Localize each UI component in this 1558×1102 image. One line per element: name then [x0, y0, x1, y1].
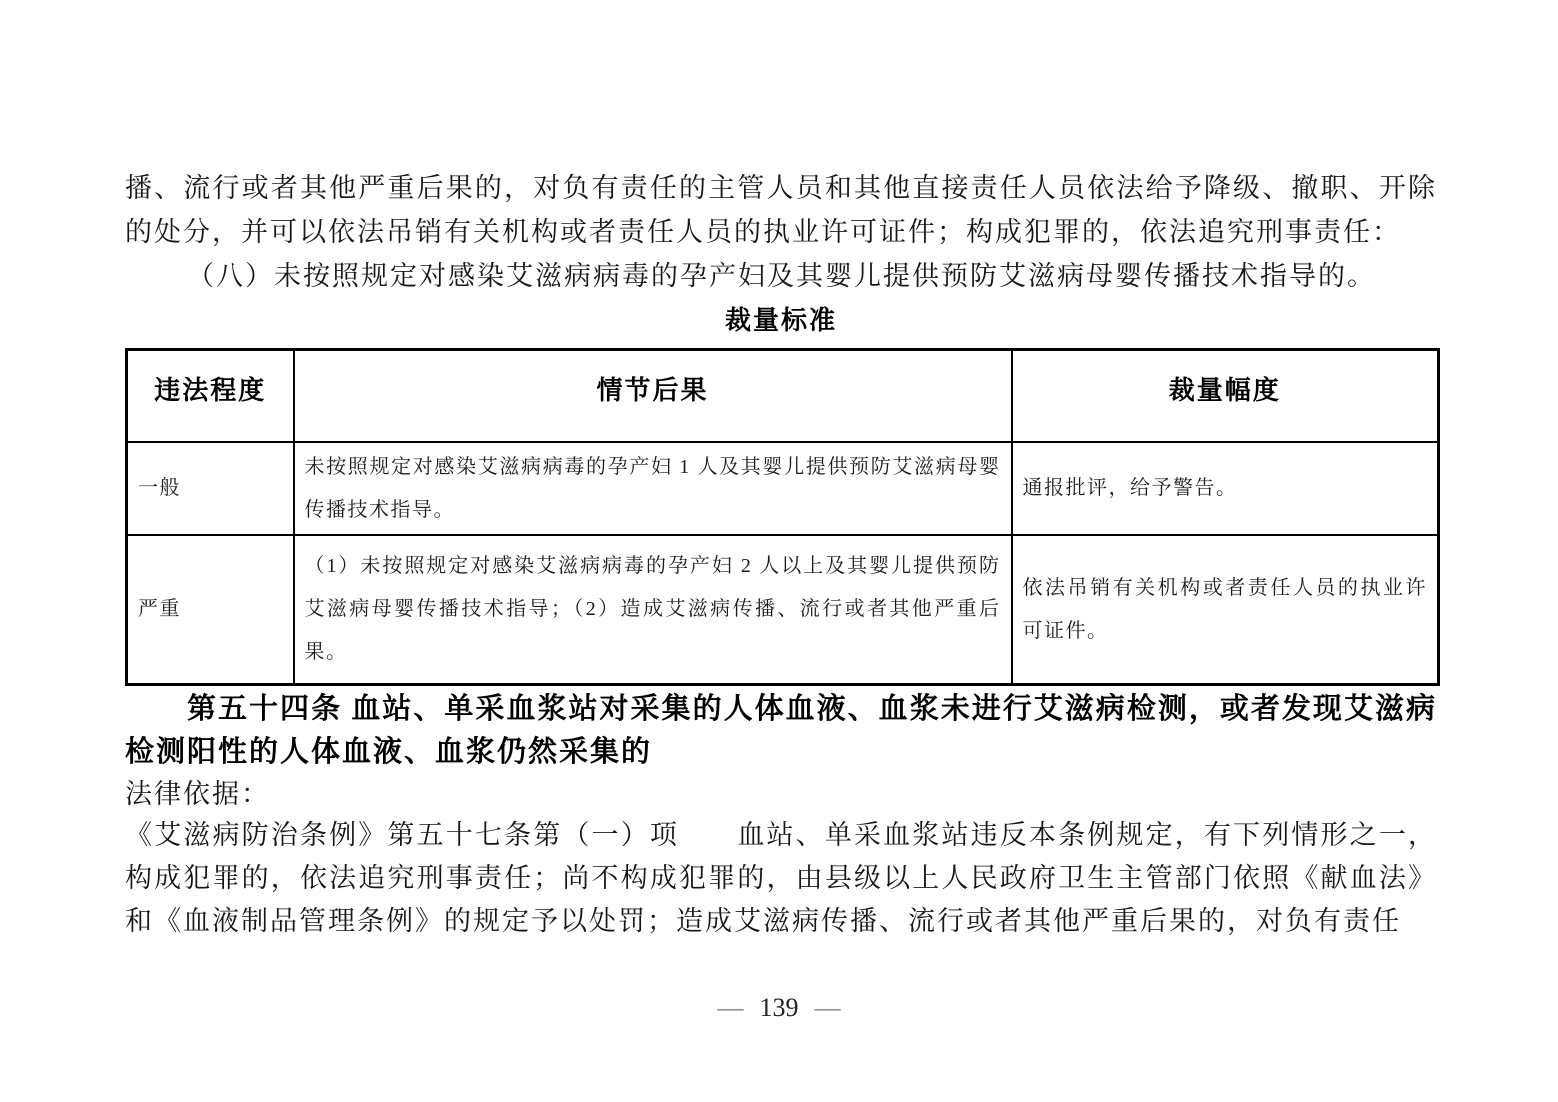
cell-circumstance-severe: （1）未按照规定对感染艾滋病病毒的孕产妇 2 人以上及其婴儿提供预防艾滋病母婴传播技术指导；（2）造成艾滋病传播、流行或者其他严重后果。 — [294, 535, 1012, 685]
page-footer — [0, 990, 1558, 1026]
cell-circumstance-general: 未按照规定对感染艾滋病病毒的孕产妇 1 人及其婴儿提供预防艾滋病母婴传播技术指导。 — [294, 442, 1012, 535]
footer-dash-left: — — [717, 993, 744, 1022]
column-header-violation-degree: 违法程度 — [127, 350, 294, 443]
article-54-heading: 第五十四条 血站、单采血浆站对采集的人体血液、血浆未进行艾滋病检测，或者发现艾滋病检测阳性的人体血液、血浆仍然采集的 — [125, 693, 1437, 768]
paragraph-item-eight: （八）未按照规定对感染艾滋病病毒的孕产妇及其婴儿提供预防艾滋病母婴传播技术指导的。 — [187, 261, 1376, 291]
legal-basis-label: 法律依据： — [125, 779, 270, 809]
cell-degree-general: 一般 — [127, 442, 294, 535]
cell-range-general: 通报批评，给予警告。 — [1012, 442, 1439, 535]
page-content — [125, 166, 1437, 943]
table-title: 裁量标准 — [724, 305, 837, 335]
table-row-severe — [127, 535, 1439, 685]
cell-range-severe: 依法吊销有关机构或者责任人员的执业许可证件。 — [1012, 535, 1439, 685]
column-header-circumstance: 情节后果 — [294, 350, 1012, 443]
legal-basis-paragraph: 《艾滋病防治条例》第五十七条第（一）项 血站、单采血浆站违反本条例规定，有下列情形之一，构成犯罪的，依法追究刑事责任；尚不构成犯罪的，由县级以上人民政府卫生主管部门依照《献血法》和《血液制品管理条例》的规定予以处罚；造成艾滋病传播、流行或者其他严重后果的，对负有责任 — [125, 820, 1437, 936]
cell-degree-severe: 严重 — [127, 535, 294, 685]
table-header-row — [127, 350, 1439, 443]
column-header-discretion-range: 裁量幅度 — [1012, 350, 1439, 443]
paragraph-continuation: 播、流行或者其他严重后果的，对负有责任的主管人员和其他直接责任人员依法给予降级、撤职、开除的处分，并可以依法吊销有关机构或者责任人员的执业许可证件；构成犯罪的，依法追究刑事责任： — [125, 173, 1437, 247]
page-number: 139 — [759, 993, 799, 1022]
table-row-general — [127, 442, 1439, 535]
footer-dash-right: — — [814, 993, 841, 1022]
discretion-standard-table — [125, 348, 1440, 686]
